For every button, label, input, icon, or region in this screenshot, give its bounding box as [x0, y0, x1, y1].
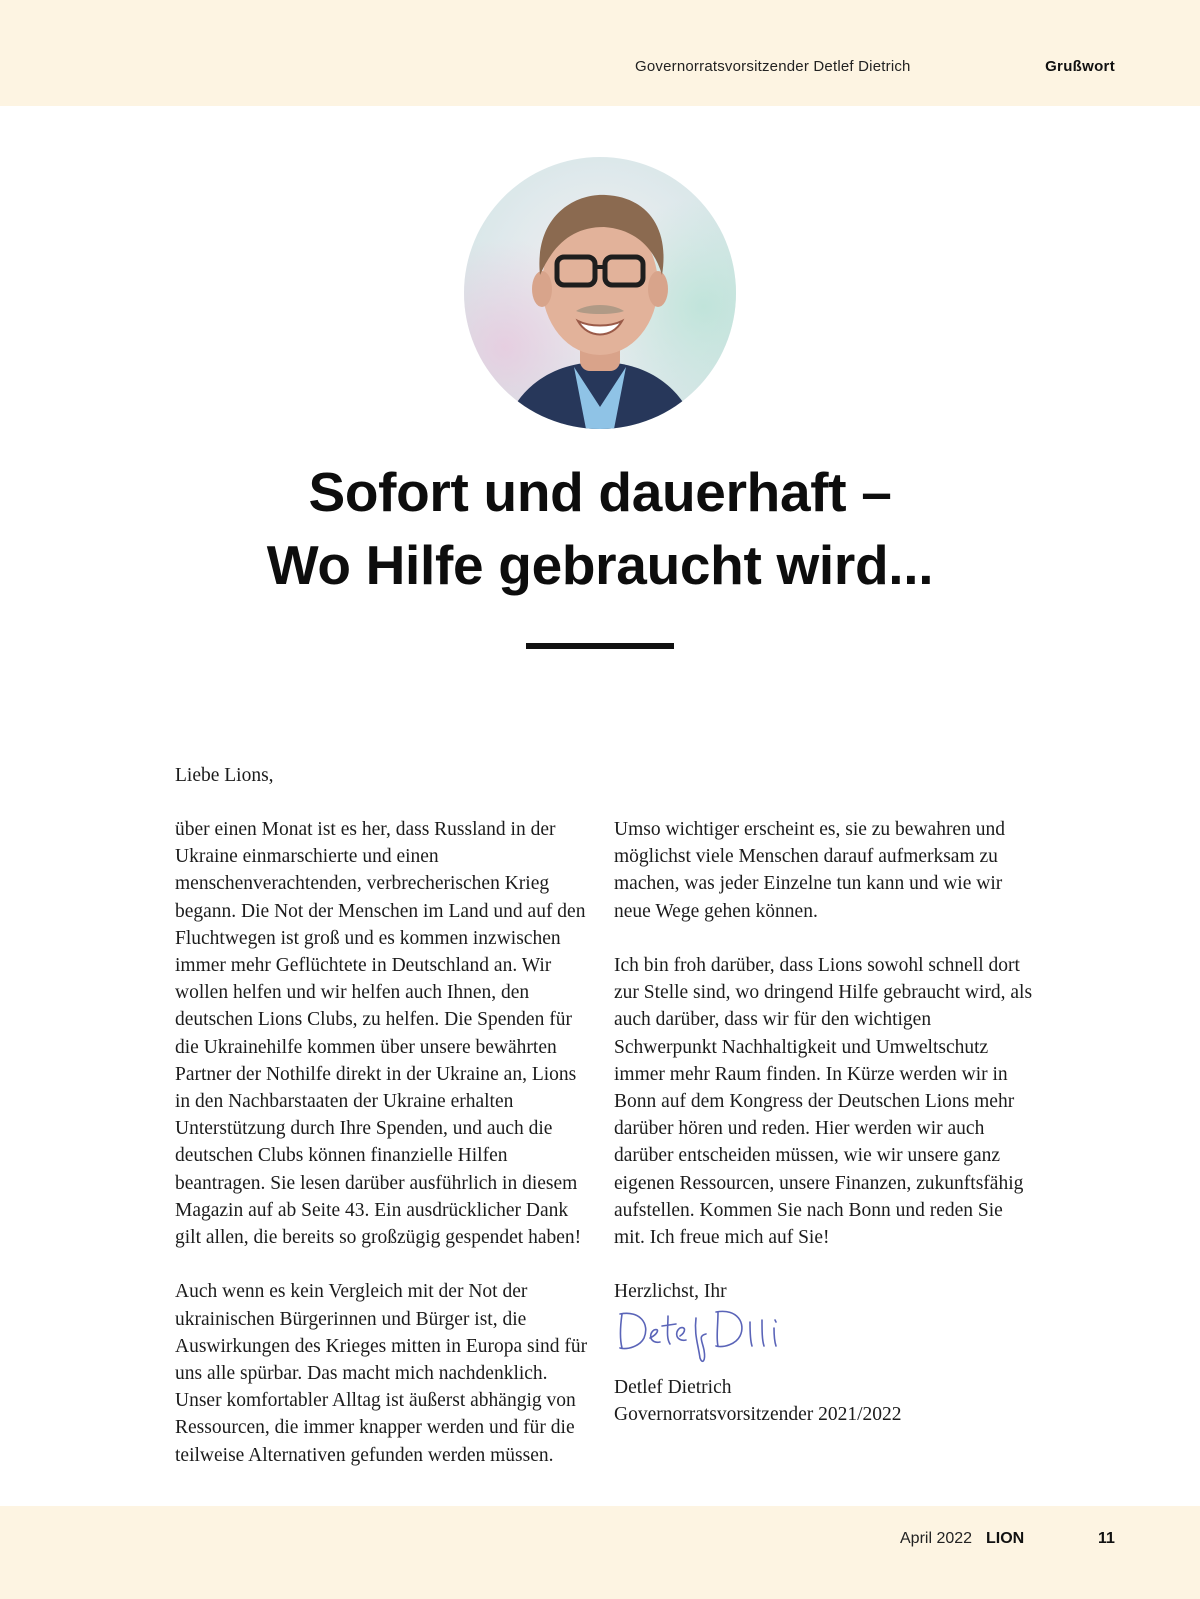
article-headline — [0, 456, 1200, 602]
body-paragraph: Auch wenn es kein Vergleich mit der Not der ukrainischen Bürgerinnen und Bürger ist, die Auswirkungen des Krieges mitten in Europa sind für uns alle spürbar. Das macht mich nachdenklich. Unser komfortabler Alltag ist äußerst abhängig von Ressourcen, die immer knapper werden und für die teilweise Alternativen gefunden werden müssen. — [175, 1281, 588, 1466]
salutation: Liebe Lions, — [175, 765, 274, 786]
page-header — [0, 0, 1200, 106]
handwritten-signature — [614, 1300, 814, 1370]
author-name: Detlef Dietrich — [614, 1376, 732, 1398]
section-label: Grußwort — [1045, 58, 1115, 75]
header-kicker: Governorratsvorsitzender Detlef Dietrich — [635, 58, 911, 75]
issue-date: April 2022 — [900, 1530, 973, 1547]
headline-divider — [526, 643, 674, 649]
portrait-illustration — [464, 157, 736, 429]
magazine-name: LION — [986, 1530, 1025, 1547]
headline-line-2: Wo Hilfe gebraucht wird... — [266, 534, 934, 596]
body-paragraph: über einen Monat ist es her, dass Russland in der Ukraine einmarschierte und einen menschenverachtenden, verbrecherischen Krieg begann. Die Not der Menschen im Land und auf den Fluchtwegen ist groß und es kommen inzwischen immer mehr Geflüchtete in Deutschland an. Wir wollen helfen und wir helfen auch Ihnen, den deutschen Lions Clubs, zu helfen. Die Spenden für die Ukrainehilfe kommen über unsere bewährten Partner der Nothilfe direkt in der Ukraine an, Lions in den Nachbarstaaten der Ukraine erhalten Unterstützung durch Ihre Spenden, und auch die deutschen Clubs können finanzielle Hilfen beantragen. Sie lesen darüber ausführlich in diesem Magazin auf ab Seite 43. Ein ausdrücklicher Dank gilt allen, die bereits so großzügig gespendet haben! — [175, 819, 586, 1249]
page-footer — [0, 1506, 1200, 1599]
left-column — [175, 816, 595, 1496]
page-number: 11 — [1098, 1530, 1115, 1547]
author-portrait — [464, 157, 736, 429]
body-paragraph: Ich bin froh darüber, dass Lions sowohl schnell dort zur Stelle sind, wo dringend Hilfe gebraucht wird, als auch darüber, dass wir für den wichtigen Schwerpunkt Nachhaltigkeit und Umweltschutz immer mehr Raum finden. In Kürze werden wir in Bonn auf dem Kongress der Deutschen Lions mehr darüber hören und reden. Hier werden wir auch darüber entscheiden müssen, wie wir unsere ganz eigenen Ressourcen, unsere Finanzen, zukunftsfähig aufstellen. Kommen Sie nach Bonn und reden Sie mit. Ich freue mich auf Sie! — [614, 955, 1033, 1249]
headline-line-1: Sofort und dauerhaft – — [308, 461, 892, 523]
author-role: Governorratsvorsitzender 2021/2022 — [614, 1403, 902, 1425]
closing-line: Herzlichst, Ihr — [614, 1281, 727, 1303]
right-column — [614, 816, 1034, 1428]
body-paragraph: Umso wichtiger erscheint es, sie zu bewahren und möglichst viele Menschen darauf aufmerksam zu machen, was jeder Einzelne tun kann und wie wir neue Wege gehen können. — [614, 819, 1005, 922]
